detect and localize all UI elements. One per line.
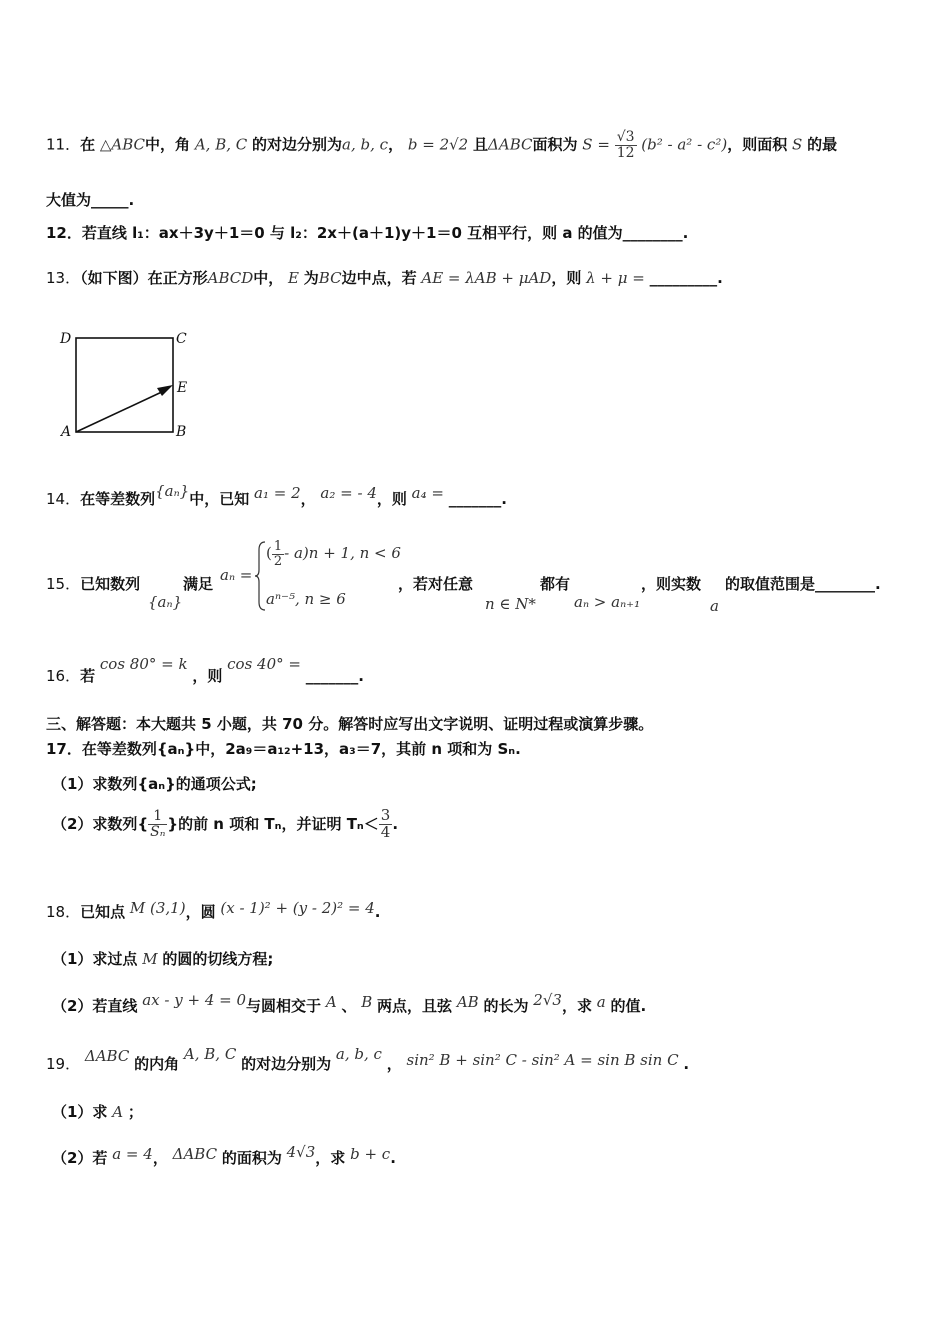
q13-vector-equation: AE = λAB + μAD xyxy=(421,269,552,287)
q15-condition: n ∈ N* xyxy=(485,595,536,613)
q18-part1: （1）求过点 M 的圆的切线方程; xyxy=(52,950,274,968)
q11-fraction: $\frac{√3}{12}$ xyxy=(616,129,635,161)
q13-line: 13．（如下图）在正方形ABCD中， E 为BC边中点，若 AE = λAB + μAD，则 λ + μ = _________. xyxy=(46,269,723,287)
q13-square-figure xyxy=(56,326,206,442)
q17-stem: 17．在等差数列{aₙ}中，2a₉＝a₁₂+13，a₃＝7，其前 n 项和为 Sₙ. xyxy=(46,740,521,758)
q11-triangle: △ABC xyxy=(99,135,146,154)
q12-text: 12．若直线 l₁：ax＋3y＋1＝0 与 l₂：2x＋(a＋1)y＋1＝0 互相平行，则 a 的值为________. xyxy=(46,224,689,242)
q19-line: 19． ΔABC 的内角 A, B, C 的对边分别为 a, b, c ， sin² B + sin² C - sin² A = sin B sin C . xyxy=(46,1045,690,1073)
q11-number: 11． xyxy=(46,135,81,154)
q15-number-text: 15．已知数列 xyxy=(46,575,141,593)
q18-circle-equation: (x - 1)² + (y - 2)² = 4 xyxy=(220,899,375,917)
label-d: D xyxy=(60,331,72,347)
q15-an-lhs: aₙ = xyxy=(220,566,253,584)
label-a: A xyxy=(61,424,72,440)
label-c: C xyxy=(176,331,187,347)
q11-line2: 大值为_____. xyxy=(46,191,135,209)
q19-part1: （1）求 A ； xyxy=(52,1103,143,1121)
q15-seq-label: {aₙ} xyxy=(148,593,183,611)
q15-inequality: aₙ > aₙ₊₁ xyxy=(574,593,641,611)
section3-header: 三、解答题：本大题共 5 小题，共 70 分。解答时应写出文字说明、证明过程或演算步骤。 xyxy=(46,715,654,733)
q11-paren-expression: (b² - a² - c²) xyxy=(641,135,728,154)
label-e: E xyxy=(177,380,188,396)
q19-part2: （2）若 a = 4， ΔABC 的面积为 4√3，求 b + c. xyxy=(52,1143,396,1167)
square-abcd xyxy=(76,338,173,432)
q17-part1: （1）求数列{aₙ}的通项公式; xyxy=(52,775,257,793)
q11-b-value: b = 2√2 xyxy=(407,135,469,154)
q11-angles: A, B, C xyxy=(194,135,248,154)
q14-line: 14．在等差数列{aₙ}中，已知 a₁ = 2， a₂ = - 4，则 a₄ = _______. xyxy=(46,482,507,508)
vector-ae xyxy=(76,390,166,432)
q15-case2: aⁿ⁻⁵, n ≥ 6 xyxy=(266,590,346,608)
q17-part2: （2）求数列{ $\frac{1}{\text{Sₙ}}$ }的前 n 项和 Tₙ，并证明 Tₙ＜ $\frac{3}{4}$ . xyxy=(52,806,399,841)
q18-part2: （2）若直线 ax - y + 4 = 0与圆相交于 A 、 B 两点，且弦 AB 的长为 2√3，求 a 的值. xyxy=(52,991,647,1015)
q19-equation: sin² B + sin² C - sin² A = sin B sin C xyxy=(406,1051,679,1069)
q18-line: 18．已知点 M (3,1)，圆 (x - 1)² + (y - 2)² = 4. xyxy=(46,899,381,921)
q11-line1: 11．在 △ABC中，角 A, B, C 的对边分别为a, b, c， b = 2√2 且ΔABC面积为 S = $\frac{√3}{12}$ (b² - a² - c²)，则面积 S 的最 xyxy=(46,129,838,161)
q11-area-formula-lhs: S = xyxy=(582,135,610,154)
q15-case1: ( $\frac{1}{2}$ - a)n + 1, n < 6 xyxy=(266,539,401,569)
label-b: B xyxy=(176,424,187,440)
arrow-head-icon xyxy=(157,385,173,396)
q16-line: 16．若 cos 80° = k ，则 cos 40° = _______. xyxy=(46,655,364,685)
